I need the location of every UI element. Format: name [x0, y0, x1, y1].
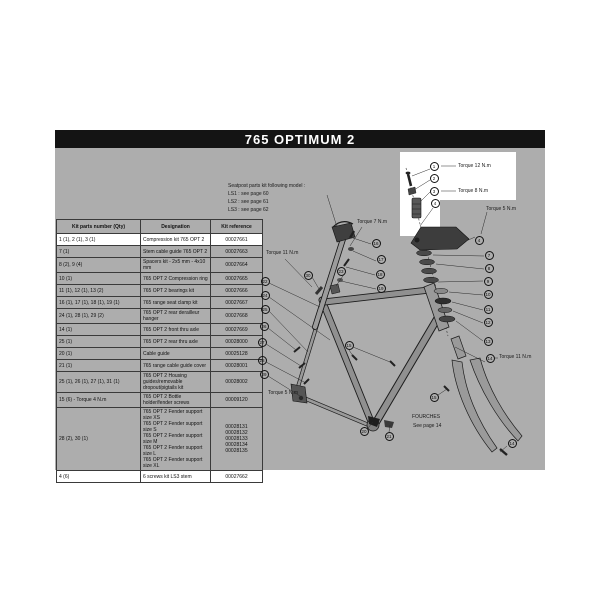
table-cell: Cable guide: [141, 348, 211, 360]
table-cell: 6 screws kit LS3 stem: [141, 471, 211, 483]
part-callout-1: 1: [430, 162, 439, 171]
part-callout-30: 30: [305, 272, 311, 278]
annotation: Torque 5 N.m: [486, 206, 517, 212]
frame-screws: [294, 347, 449, 391]
table-cell: 00027662: [211, 471, 263, 483]
seat-wedge-part: [330, 284, 340, 294]
table-cell: 20 (1): [57, 348, 141, 360]
table-cell: 00027663: [211, 246, 263, 258]
table-row: [57, 258, 263, 273]
column-header: Designation: [141, 220, 211, 234]
part-callout-2: 2: [430, 174, 439, 183]
table-cell: 00028131 00028132 00028133 00028134 00028135: [211, 408, 263, 471]
part-callout-8: 8: [485, 264, 494, 273]
table-row: [57, 360, 263, 372]
part-callout-24: 24: [262, 292, 268, 298]
part-callout-7: 7: [485, 251, 494, 260]
table-cell: 765 OPT 2 bearings kit: [141, 285, 211, 297]
part-callout-12: 12: [485, 319, 491, 325]
table-cell: 765 range seat clamp kit: [141, 297, 211, 309]
table-cell: Stem cable guide 765 OPT 2: [141, 246, 211, 258]
stem: [411, 227, 469, 250]
annotation: See page 14: [413, 423, 442, 429]
annotation: Torque 7 N.m: [357, 219, 388, 225]
table-row: [57, 246, 263, 258]
part-callout-17: 17: [378, 256, 384, 262]
table-row: [57, 285, 263, 297]
annotation: Torque 12 N.m: [458, 163, 491, 169]
part-callout-18: 18: [377, 271, 383, 277]
annotation: Seatpost parts kit following model :: [228, 183, 306, 189]
parts-table: [56, 219, 262, 483]
table-cell: 16 (1), 17 (1), 18 (1), 19 (1): [57, 297, 141, 309]
stem-bolt: [415, 238, 420, 243]
part-callout-25: 25: [262, 306, 268, 312]
table-cell: 00028000: [211, 336, 263, 348]
part-callout-4: 4: [431, 199, 440, 208]
table-cell: 00027664: [211, 258, 263, 273]
table-cell: 24 (1), 28 (1), 29 (2): [57, 309, 141, 324]
part-callout-4: 4: [475, 236, 484, 245]
table-cell: 15 (6) - Torque 4 N.m: [57, 393, 141, 408]
table-row: [57, 372, 263, 393]
table-cell: Compression kit 765 OPT 2: [141, 234, 211, 246]
part-callout-14: 14: [509, 440, 515, 446]
table-cell: 765 OPT 2 Compression ring: [141, 273, 211, 285]
table-row: [57, 471, 263, 483]
part-callout-13: 13: [485, 338, 491, 344]
table-cell: 00027668: [211, 309, 263, 324]
table-row: [57, 273, 263, 285]
table-row: [57, 348, 263, 360]
wedge-screw: [316, 287, 322, 294]
rear-dropout: [291, 384, 307, 403]
derailleur-hanger: [299, 396, 303, 400]
part-callout-15: 15: [346, 342, 352, 348]
table-cell: 00027661: [211, 234, 263, 246]
part-callout-16: 16: [373, 240, 379, 246]
table-row: [57, 309, 263, 324]
table-cell: 14 (1): [57, 324, 141, 336]
part-callout-23: 23: [338, 268, 344, 274]
table-cell: 4 (6): [57, 471, 141, 483]
part-callout-11: 11: [484, 305, 493, 314]
annotation: LS3 : see page 62: [228, 207, 269, 213]
annotation: FOURCHES: [412, 414, 441, 420]
table-cell: 25 (1): [57, 336, 141, 348]
part-callout-19: 19: [378, 285, 384, 291]
part-callout-29: 29: [261, 371, 267, 377]
annotation: Torque 11 N.m: [266, 250, 299, 256]
table-row: [57, 408, 263, 471]
table-cell: 00027666: [211, 285, 263, 297]
page-title: 765 OPTIMUM 2: [244, 131, 356, 147]
annotation: Torque 8 N.m: [458, 188, 489, 194]
highlight-box: [400, 152, 516, 200]
table-cell: 10 (1): [57, 273, 141, 285]
part-callout-15: 15: [431, 394, 437, 400]
table-cell: 00028002: [211, 372, 263, 393]
seatpost-head: [332, 223, 355, 242]
parts-table-head-row: [57, 220, 263, 234]
table-cell: 765 OPT 2 Fender support size XS 765 OPT 2 Fender support size S 765 OPT 2 Fender support size M 765 OPT 2 Fender support size L 765 OPT 2 Fender support size XL: [141, 408, 211, 471]
table-cell: 1 (1), 2 (1), 3 (1): [57, 234, 141, 246]
table-row: [57, 324, 263, 336]
part-callout-9: 9: [484, 277, 493, 286]
table-cell: 765 range cable guide cover: [141, 360, 211, 372]
table-cell: 11 (1), 12 (1), 13 (2): [57, 285, 141, 297]
table-cell: 00027665: [211, 273, 263, 285]
table-cell: 00025128: [211, 348, 263, 360]
cable-guide-cover: [384, 420, 394, 428]
table-cell: 765 OPT 2 rear thru axle: [141, 336, 211, 348]
table-cell: 00027667: [211, 297, 263, 309]
table-cell: 7 (1): [57, 246, 141, 258]
table-cell: 00009120: [211, 393, 263, 408]
part-callout-10: 10: [485, 291, 491, 297]
annotation: Torque 5 N.m: [268, 390, 299, 396]
table-cell: 765 OPT 2 front thru axle: [141, 324, 211, 336]
table-cell: 8 (2), 9 (4): [57, 258, 141, 273]
column-header: Kit parts number (Qty): [57, 220, 141, 234]
table-cell: 765 OPT 2 Housing guides/removable dropout/pigtails kit: [141, 372, 211, 393]
table-row: [57, 234, 263, 246]
part-callout-20: 20: [361, 428, 367, 434]
table-cell: 765 OPT 2 Bottle holder/fender screws: [141, 393, 211, 408]
table-cell: 765 OPT 2 rear derailleur hanger: [141, 309, 211, 324]
table-cell: Spacers kit - 2x5 mm - 4x10 mm: [141, 258, 211, 273]
part-callout-3: 3: [430, 187, 439, 196]
table-cell: 21 (1): [57, 360, 141, 372]
table-cell: 25 (1), 26 (1), 27 (1), 31 (1): [57, 372, 141, 393]
table-row: [57, 297, 263, 309]
part-callout-26: 26: [261, 323, 267, 329]
table-cell: 00028001: [211, 360, 263, 372]
table-row: [57, 393, 263, 408]
table-row: [57, 336, 263, 348]
column-header: Kit reference: [211, 220, 263, 234]
parts-table-body: [57, 234, 263, 483]
part-callout-21: 21: [386, 433, 392, 439]
annotation: LS2 : see page 61: [228, 199, 269, 205]
part-callout-22: 22: [262, 278, 268, 284]
annotation: LS1 : see page 60: [228, 191, 269, 197]
annotation: Torque 11 N.m: [499, 354, 532, 360]
table-cell: 00027669: [211, 324, 263, 336]
part-callout-14: 14: [487, 355, 493, 361]
part-callout-27: 27: [259, 339, 265, 345]
part-callout-28: 28: [259, 357, 265, 363]
table-cell: 28 (2), 30 (1): [57, 408, 141, 471]
fork: [451, 336, 522, 455]
